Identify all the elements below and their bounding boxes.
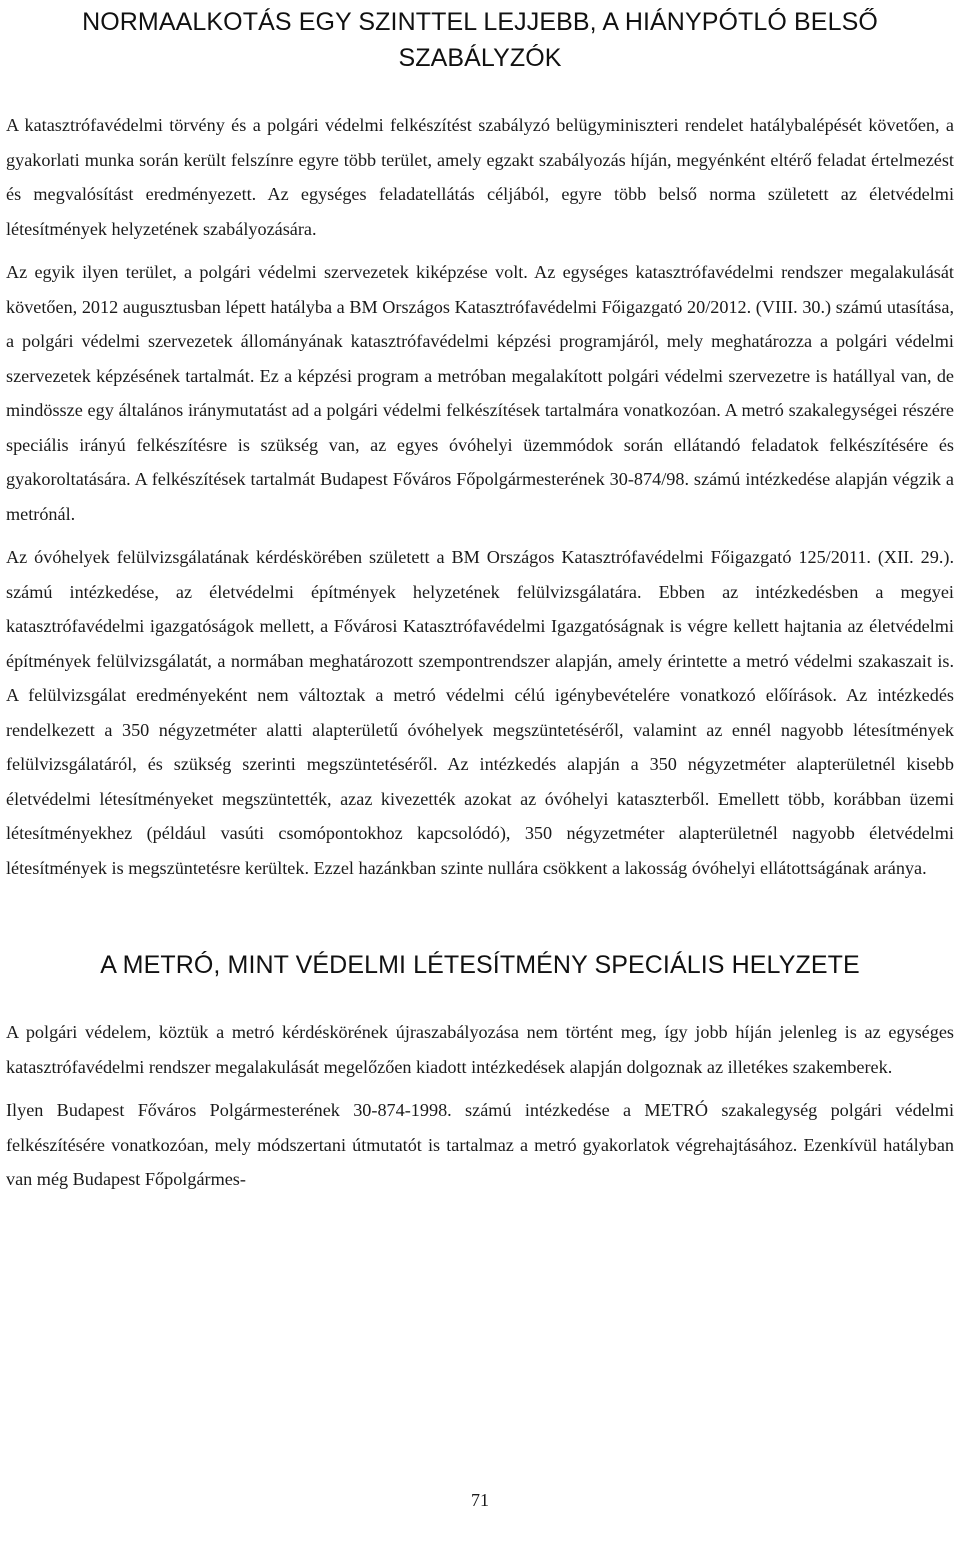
section-body-2 [6, 1015, 954, 1197]
section-heading-normaalkotas: NORMAALKOTÁS EGY SZINTTEL LEJJEBB, A HIÁNYPÓTLÓ BELSŐ SZABÁLYZÓK [82, 8, 878, 72]
paragraph: A katasztrófavédelmi törvény és a polgári védelmi felkészítést szabályzó belügyminiszteri rendelet hatálybalépését követően, a gyakorlati munka során került felszínre egyre több terület, amely egzakt szabályozás híján, megyénként eltérő feladat értelmezést és megvalósítást eredményezett. Az egységes feladatellátás céljából, egyre több belső norma született az életvédelmi létesítmények helyzetének szabályozására. [6, 115, 954, 239]
section-body-1 [6, 108, 954, 885]
paragraph: Ilyen Budapest Főváros Polgármesterének 30-874-1998. számú intézkedése a METRÓ szakalegység polgári védelmi felkészítésére vonatkozóan, mely módszertani útmutatót is tartalmaz a metró gyakorlatok végrehajtásához. Ezenkívül hatályban van még Budapest Főpolgármes- [6, 1100, 954, 1189]
document-page [6, 0, 954, 1541]
paragraph: Az egyik ilyen terület, a polgári védelmi szervezetek kiképzése volt. Az egységes katasztrófavédelmi rendszer megalakulását követően, 2012 augusztusban lépett hatályba a BM Országos Katasztrófavédelmi Főigazgató 20/2012. (VIII. 30.) számú utasítása, a polgári védelmi szervezetek állományának katasztrófavédelmi képzési programjáról, mely meghatározza a polgári védelmi szervezetek képzésének tartalmát. Ez a képzési program a metróban megalakított polgári védelmi szervezetre is hatállyal van, de mindössze egy általános iránymutatást ad a polgári védelmi felkészítések tartalmára vonatkozóan. A metró szakalegységei részére speciális irányú felkészítésre is szükség van, az egyes óvóhelyi üzemmódok során ellátandó feladatok felkészítésére és gyakoroltatására. A felkészítések tartalmát Budapest Főváros Főpolgármesterének 30-874/98. számú intézkedése alapján végzik a metrónál. [6, 262, 954, 524]
page-number: 71 [471, 1490, 489, 1510]
section-heading-metro: A METRÓ, MINT VÉDELMI LÉTESÍTMÉNY SPECIÁLIS HELYZETE [100, 951, 860, 979]
paragraph: A polgári védelem, köztük a metró kérdéskörének újraszabályozása nem történt meg, így jobb híján jelenleg is az egységes katasztrófavédelmi rendszer megalakulását megelőzően kiadott intézkedések alapján dolgoznak az illetékes szakemberek. [6, 1022, 954, 1077]
paragraph: Az óvóhelyek felülvizsgálatának kérdéskörében született a BM Országos Katasztrófavédelmi Főigazgató 125/2011. (XII. 29.). számú intézkedése, az életvédelmi építmények helyzetének felülvizsgálatára. Ebben az intézkedésben a megyei katasztrófavédelmi igazgatóságok mellett, a Fővárosi Katasztrófavédelmi Igazgatóságnak is végre kellett hajtania az életvédelmi építmények felülvizsgálatát, a normában meghatározott szempontrendszer alapján, amely érintette a metró védelmi szakaszait is. A felülvizsgálat eredményeként nem változtak a metró védelmi célú igénybevételére vonatkozó előírások. Az intézkedés rendelkezett a 350 négyzetméter alatti alapterületű óvóhelyek megszüntetéséről, valamint az ennél nagyobb létesítmények felülvizsgálatáról, és szükség szerinti megszüntetéséről. Az intézkedés alapján a 350 négyzetméter alapterületnél kisebb életvédelmi létesítményeket megszüntették, azaz kivezették azokat az óvóhelyi kataszterből. Emellett több, korábban üzemi létesítményekhez (például vasúti csomópontokhoz kapcsolódó), 350 négyzetméter alapterületnél nagyobb életvédelmi létesítmények is megszüntetésre kerültek. Ezzel hazánkban szinte nullára csökkent a lakosság óvóhelyi ellátottságának aránya. [6, 547, 954, 878]
